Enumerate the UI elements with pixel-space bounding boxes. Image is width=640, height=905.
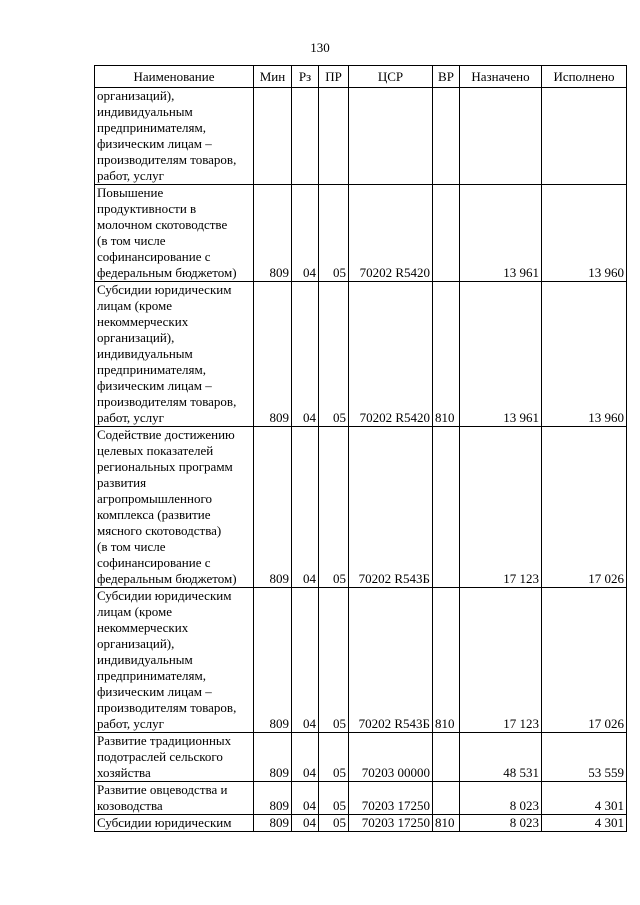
table-row xyxy=(95,427,627,588)
cell-rz: 04 xyxy=(292,282,319,427)
cell-pr xyxy=(319,88,349,185)
cell-vr xyxy=(433,427,460,588)
cell-min: 809 xyxy=(254,427,292,588)
cell-vr xyxy=(433,733,460,782)
page-number: 130 xyxy=(310,40,330,55)
cell-assigned: 8 023 xyxy=(460,815,542,832)
cell-pr: 05 xyxy=(319,185,349,282)
cell-rz: 04 xyxy=(292,815,319,832)
header-pr: ПР xyxy=(319,66,349,88)
cell-csr: 70203 17250 xyxy=(349,815,433,832)
header-name: Наименование xyxy=(95,66,254,88)
cell-executed: 53 559 xyxy=(542,733,627,782)
table-row xyxy=(95,588,627,733)
header-row xyxy=(95,66,627,88)
cell-name: Субсидии юридическим лицам (кроме некоммерческих организаций), индивидуальным предпринимателям, физическим лицам – производителям товаров, работ, услуг xyxy=(95,588,254,733)
cell-rz: 04 xyxy=(292,185,319,282)
cell-min: 809 xyxy=(254,815,292,832)
budget-table xyxy=(94,65,627,832)
cell-vr xyxy=(433,185,460,282)
cell-min: 809 xyxy=(254,185,292,282)
cell-pr: 05 xyxy=(319,782,349,815)
cell-name: организаций), индивидуальным предпринимателям, физическим лицам – производителям товаров, работ, услуг xyxy=(95,88,254,185)
cell-csr: 70202 R543Б xyxy=(349,427,433,588)
cell-executed: 4 301 xyxy=(542,782,627,815)
header-min: Мин xyxy=(254,66,292,88)
header-rz: Рз xyxy=(292,66,319,88)
cell-rz xyxy=(292,88,319,185)
cell-rz: 04 xyxy=(292,782,319,815)
cell-name: Развитие овцеводства и козоводства xyxy=(95,782,254,815)
cell-vr: 810 xyxy=(433,282,460,427)
cell-assigned: 17 123 xyxy=(460,427,542,588)
cell-name: Субсидии юридическим xyxy=(95,815,254,832)
cell-pr: 05 xyxy=(319,427,349,588)
table-row xyxy=(95,815,627,832)
cell-executed: 17 026 xyxy=(542,588,627,733)
cell-min: 809 xyxy=(254,733,292,782)
cell-vr: 810 xyxy=(433,588,460,733)
cell-name: Развитие традиционных подотраслей сельского хозяйства xyxy=(95,733,254,782)
cell-vr xyxy=(433,88,460,185)
cell-min xyxy=(254,88,292,185)
cell-assigned: 17 123 xyxy=(460,588,542,733)
cell-csr: 70202 R5420 xyxy=(349,282,433,427)
cell-assigned: 8 023 xyxy=(460,782,542,815)
cell-min: 809 xyxy=(254,782,292,815)
cell-vr xyxy=(433,782,460,815)
cell-assigned: 48 531 xyxy=(460,733,542,782)
table-row xyxy=(95,282,627,427)
cell-pr: 05 xyxy=(319,733,349,782)
table-row xyxy=(95,733,627,782)
cell-executed: 17 026 xyxy=(542,427,627,588)
header-csr: ЦСР xyxy=(349,66,433,88)
header-vr: ВР xyxy=(433,66,460,88)
cell-csr xyxy=(349,88,433,185)
cell-min: 809 xyxy=(254,282,292,427)
cell-rz: 04 xyxy=(292,427,319,588)
cell-executed: 4 301 xyxy=(542,815,627,832)
cell-pr: 05 xyxy=(319,282,349,427)
table-row xyxy=(95,88,627,185)
cell-pr: 05 xyxy=(319,588,349,733)
cell-csr: 70203 00000 xyxy=(349,733,433,782)
cell-vr: 810 xyxy=(433,815,460,832)
cell-assigned: 13 961 xyxy=(460,185,542,282)
cell-assigned xyxy=(460,88,542,185)
cell-min: 809 xyxy=(254,588,292,733)
cell-rz: 04 xyxy=(292,733,319,782)
cell-csr: 70202 R543Б xyxy=(349,588,433,733)
table-row xyxy=(95,782,627,815)
cell-name: Повышение продуктивности в молочном скотоводстве (в том числе софинансирование с федеральным бюджетом) xyxy=(95,185,254,282)
cell-rz: 04 xyxy=(292,588,319,733)
cell-executed xyxy=(542,88,627,185)
cell-assigned: 13 961 xyxy=(460,282,542,427)
cell-name: Содействие достижению целевых показателей региональных программ развития агропромышленного комплекса (развитие мясного скотоводства) (в том числе софинансирование с федеральным бюджетом) xyxy=(95,427,254,588)
header-assigned: Назначено xyxy=(460,66,542,88)
cell-name: Субсидии юридическим лицам (кроме некоммерческих организаций), индивидуальным предпринимателям, физическим лицам – производителям товаров, работ, услуг xyxy=(95,282,254,427)
cell-executed: 13 960 xyxy=(542,282,627,427)
cell-pr: 05 xyxy=(319,815,349,832)
table-row xyxy=(95,185,627,282)
header-executed: Исполнено xyxy=(542,66,627,88)
cell-csr: 70202 R5420 xyxy=(349,185,433,282)
cell-executed: 13 960 xyxy=(542,185,627,282)
cell-csr: 70203 17250 xyxy=(349,782,433,815)
